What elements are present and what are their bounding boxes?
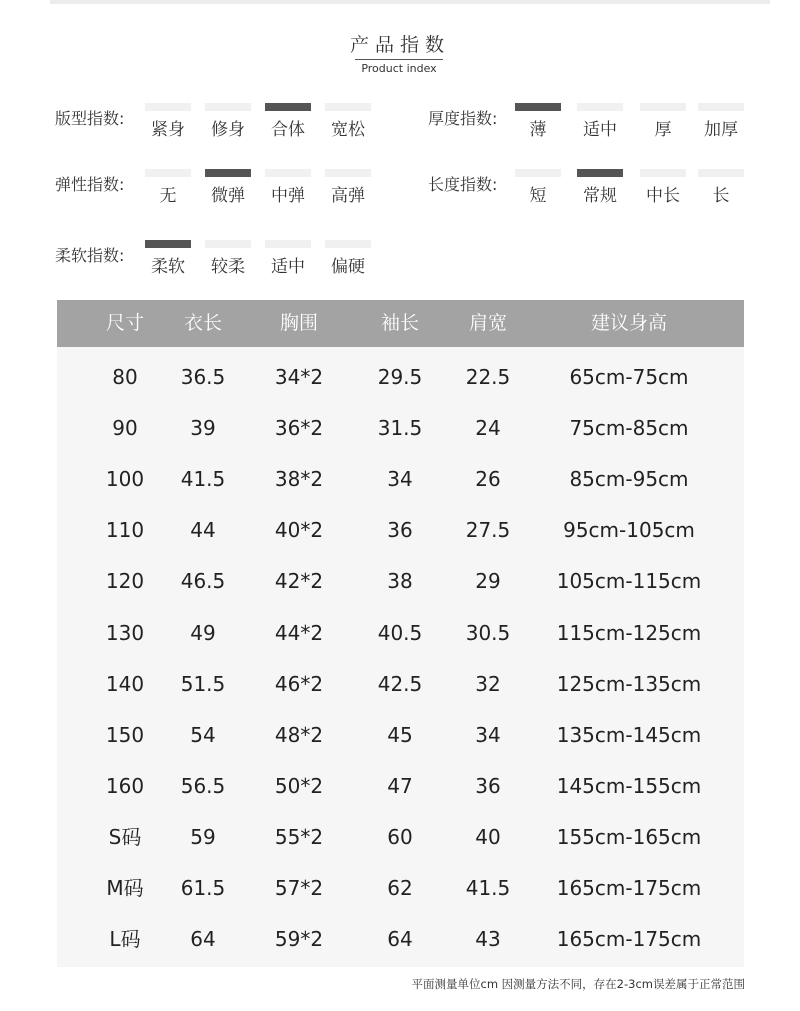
table-cell: 100 <box>105 467 145 492</box>
table-cell: 60 <box>387 824 413 849</box>
index-option-label: 厚 <box>654 120 672 140</box>
table-cell: 62 <box>387 876 413 900</box>
table-cell: 165cm-175cm <box>556 927 702 952</box>
index-option-marker <box>577 103 623 111</box>
index-option-marker <box>325 103 371 111</box>
index-option <box>265 169 311 207</box>
index-option-label: 偏硬 <box>331 257 365 277</box>
table-cell: 26 <box>475 467 501 492</box>
table-cell: 155cm-165cm <box>556 824 702 849</box>
table-cell: 24 <box>475 416 501 441</box>
table-row <box>57 761 744 812</box>
index-option-marker <box>515 169 561 177</box>
index-option-label: 合体 <box>271 120 305 140</box>
table-cell: 29.5 <box>377 365 423 389</box>
index-option <box>640 103 686 141</box>
top-divider <box>50 0 770 4</box>
table-cell: 44*2 <box>274 620 324 645</box>
table-cell: 54 <box>190 722 216 747</box>
table-cell: 38 <box>387 569 413 594</box>
table-cell: 41.5 <box>180 467 226 492</box>
column-header: 尺寸 <box>105 312 145 334</box>
index-option-marker <box>698 169 744 177</box>
index-option <box>265 240 311 278</box>
table-cell: 46.5 <box>180 569 226 594</box>
table-cell: L码 <box>109 927 141 952</box>
index-option <box>145 103 191 141</box>
table-cell: 36 <box>387 518 413 543</box>
index-option <box>325 103 371 141</box>
index-option-label: 中长 <box>646 186 680 206</box>
index-option-marker <box>325 240 371 248</box>
index-option-marker <box>265 169 311 177</box>
index-option <box>698 103 744 141</box>
column-header: 袖长 <box>380 312 420 334</box>
index-option-marker <box>265 240 311 248</box>
table-row <box>57 352 744 403</box>
column-header: 胸围 <box>279 312 319 334</box>
table-cell: 59 <box>190 824 216 849</box>
index-option-label: 无 <box>159 186 177 206</box>
index-selected-marker <box>265 103 311 111</box>
table-cell: 61.5 <box>180 876 226 900</box>
table-cell: 36*2 <box>274 416 324 441</box>
table-cell: 80 <box>112 365 138 389</box>
index-option-label: 短 <box>529 186 547 206</box>
table-cell: 40*2 <box>274 518 324 543</box>
index-option-label: 宽松 <box>331 120 365 140</box>
index-option-marker <box>640 103 686 111</box>
index-option <box>640 169 686 207</box>
table-cell: 42.5 <box>377 671 423 696</box>
table-cell: 85cm-95cm <box>569 467 689 492</box>
index-option-label: 中弹 <box>271 186 305 206</box>
index-option-marker <box>325 169 371 177</box>
index-option-marker <box>205 240 251 248</box>
index-option <box>205 169 251 207</box>
table-cell: 30.5 <box>465 620 511 645</box>
index-label: 柔软指数: <box>55 246 125 265</box>
index-option <box>577 103 623 141</box>
page-title: 产品指数 <box>349 34 450 56</box>
index-option <box>515 103 561 141</box>
table-cell: M码 <box>106 876 144 900</box>
table-cell: 43 <box>475 927 501 952</box>
table-row <box>57 454 744 505</box>
table-row <box>57 710 744 761</box>
table-cell: 34 <box>387 467 413 492</box>
table-cell: 27.5 <box>465 518 511 543</box>
index-option-label: 紧身 <box>151 120 185 140</box>
index-option <box>145 169 191 207</box>
table-row <box>57 403 744 454</box>
table-cell: 49 <box>190 620 216 645</box>
table-cell: 115cm-125cm <box>556 620 702 645</box>
table-cell: 50*2 <box>274 773 324 798</box>
table-cell: 34 <box>475 722 501 747</box>
index-option-label: 加厚 <box>704 120 738 140</box>
table-cell: 38*2 <box>274 467 324 492</box>
table-cell: 51.5 <box>180 671 226 696</box>
index-selected-marker <box>577 169 623 177</box>
table-cell: 56.5 <box>180 773 226 798</box>
table-cell: 160 <box>105 773 145 798</box>
index-selected-marker <box>145 240 191 248</box>
table-cell: 65cm-75cm <box>569 365 689 389</box>
table-cell: 105cm-115cm <box>556 569 702 594</box>
index-option-label: 长 <box>712 186 730 206</box>
index-option <box>145 240 191 278</box>
table-cell: 40.5 <box>377 620 423 645</box>
index-option <box>205 240 251 278</box>
column-header: 衣长 <box>183 312 223 334</box>
table-row <box>57 659 744 710</box>
table-cell: 110 <box>105 518 145 543</box>
index-option-marker <box>145 169 191 177</box>
table-cell: 36.5 <box>180 365 226 389</box>
table-row <box>57 914 744 965</box>
table-cell: 140 <box>105 671 145 696</box>
table-cell: 22.5 <box>465 365 511 389</box>
index-option-marker <box>205 103 251 111</box>
table-cell: 32 <box>475 671 501 696</box>
index-option-label: 常规 <box>583 186 617 206</box>
index-label: 厚度指数: <box>428 109 498 128</box>
index-option <box>325 169 371 207</box>
table-cell: 55*2 <box>274 824 324 849</box>
index-option-label: 适中 <box>271 257 305 277</box>
table-cell: 44 <box>190 518 216 543</box>
table-cell: 45 <box>387 722 413 747</box>
index-label: 版型指数: <box>55 109 125 128</box>
table-cell: 75cm-85cm <box>569 416 689 441</box>
index-option <box>515 169 561 207</box>
table-row <box>57 812 744 863</box>
table-cell: 165cm-175cm <box>556 876 702 900</box>
table-cell: 34*2 <box>274 365 324 389</box>
table-cell: 120 <box>105 569 145 594</box>
index-label: 长度指数: <box>428 175 498 194</box>
size-table <box>57 300 744 967</box>
index-option <box>325 240 371 278</box>
table-row <box>57 863 744 914</box>
table-cell: 48*2 <box>274 722 324 747</box>
measurement-footnote: 平面测量单位cm 因测量方法不同，存在2-3cm误差属于正常范围 <box>411 977 745 991</box>
page-subtitle: Product index <box>355 59 443 75</box>
index-option-label: 微弹 <box>211 186 245 206</box>
index-option-label: 高弹 <box>331 186 365 206</box>
index-option-marker <box>145 103 191 111</box>
table-cell: S码 <box>108 824 142 849</box>
index-option <box>577 169 623 207</box>
index-option-label: 薄 <box>529 120 547 140</box>
table-cell: 150 <box>105 722 145 747</box>
table-cell: 42*2 <box>274 569 324 594</box>
table-cell: 41.5 <box>465 876 511 900</box>
index-option <box>205 103 251 141</box>
table-row <box>57 608 744 659</box>
index-option <box>265 103 311 141</box>
table-cell: 135cm-145cm <box>556 722 702 747</box>
index-option <box>698 169 744 207</box>
table-cell: 125cm-135cm <box>556 671 702 696</box>
table-cell: 31.5 <box>377 416 423 441</box>
table-cell: 29 <box>475 569 501 594</box>
table-cell: 90 <box>112 416 138 441</box>
index-option-label: 较柔 <box>211 257 245 277</box>
table-cell: 47 <box>387 773 413 798</box>
table-cell: 36 <box>475 773 501 798</box>
column-header: 建议身高 <box>590 312 668 334</box>
column-header: 肩宽 <box>468 312 508 334</box>
table-cell: 64 <box>387 927 413 952</box>
index-selected-marker <box>515 103 561 111</box>
table-cell: 39 <box>190 416 216 441</box>
table-row <box>57 505 744 556</box>
table-cell: 46*2 <box>274 671 324 696</box>
index-option-label: 适中 <box>583 120 617 140</box>
table-cell: 64 <box>190 927 216 952</box>
table-cell: 40 <box>475 824 501 849</box>
size-table-header <box>57 300 744 347</box>
table-row <box>57 556 744 607</box>
table-cell: 130 <box>105 620 145 645</box>
index-option-label: 修身 <box>211 120 245 140</box>
table-cell: 145cm-155cm <box>556 773 702 798</box>
index-option-marker <box>698 103 744 111</box>
table-cell: 95cm-105cm <box>563 518 695 543</box>
index-label: 弹性指数: <box>55 175 125 194</box>
index-option-label: 柔软 <box>151 257 185 277</box>
table-cell: 59*2 <box>274 927 324 952</box>
index-selected-marker <box>205 169 251 177</box>
table-cell: 57*2 <box>274 876 324 900</box>
index-option-marker <box>640 169 686 177</box>
